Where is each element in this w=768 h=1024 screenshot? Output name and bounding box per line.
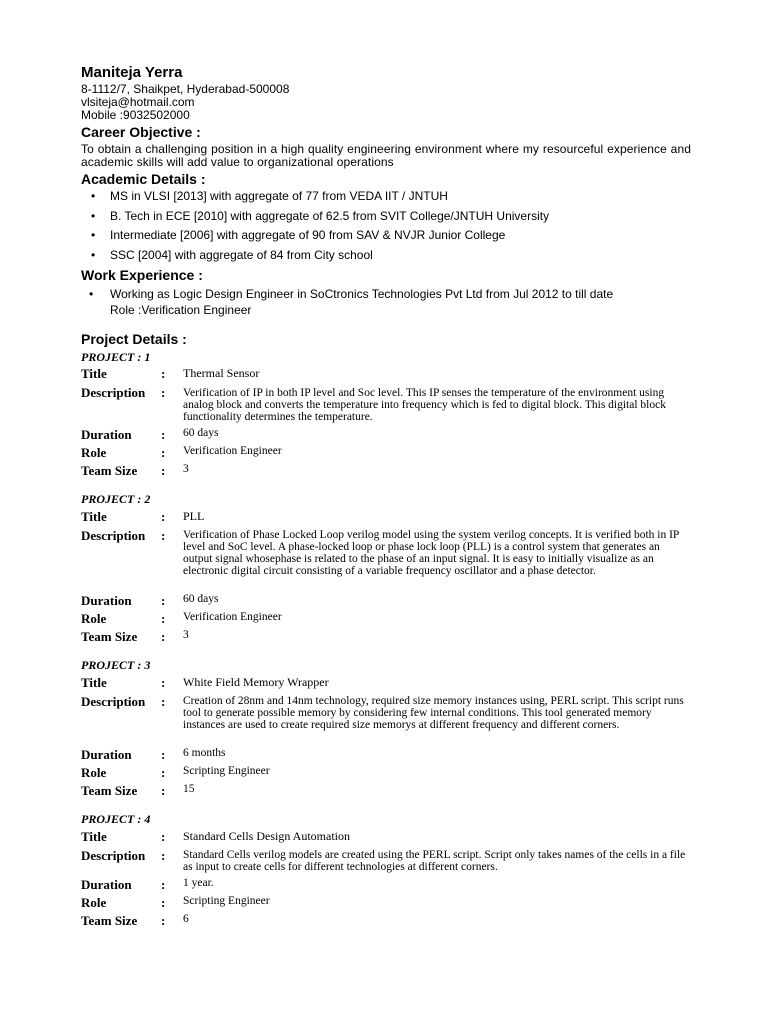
project-role: Verification Engineer (183, 611, 282, 623)
project-duration: 60 days (183, 427, 219, 439)
project-description: Standard Cells verilog models are created using the PERL script. Script only takes names of the cells in a file as input to create cells for different technologies at different corners. (183, 849, 686, 873)
work-experience-heading: Work Experience : (81, 267, 203, 283)
project-duration: 6 months (183, 747, 226, 759)
project-duration: 1 year. (183, 877, 214, 889)
list-item: • SSC [2004] with aggregate of 84 from City school (91, 247, 373, 262)
contact-block (81, 83, 289, 122)
bullet-icon: • (91, 189, 96, 203)
bullet-icon: • (91, 208, 96, 223)
project-description: Verification of Phase Locked Loop verilog model using the system verilog concepts. It is verified both in IP level and SoC level. A phase-locked loop or phase lock loop (PLL) is a control system that generates an output signal whosephase is related to the phase of an input signal. It is easy to initially visualize as an electronic digital circuit consisting of a variable frequency oscillator and a phase detector. (183, 529, 679, 577)
bullet-icon: • (91, 247, 96, 262)
project-team-size: 3 (183, 463, 189, 475)
bullet-icon: • (91, 228, 96, 242)
address: 8-1112/7, Shaikpet, Hyderabad-500008 (81, 82, 290, 96)
list-item: • Intermediate [2006] with aggregate of 90 from SAV & NVJR Junior College (91, 228, 506, 242)
project-title: White Field Memory Wrapper (183, 675, 329, 689)
mobile: Mobile :9032502000 (81, 108, 190, 122)
project-details-heading: Project Details : (81, 331, 187, 347)
academic-details-heading: Academic Details : (81, 171, 206, 187)
work-role: Role :Verification Engineer (110, 303, 252, 317)
bullet-icon: • (89, 287, 94, 301)
work-line: Working as Logic Design Engineer in SoCtronics Technologies Pvt Ltd from Jul 2012 to till date (110, 287, 614, 301)
resume-page: Maniteja Yerra 8-1112/7, Shaikpet, Hyderabad-500008 vlsiteja@hotmail.com Mobile :9032502000 Career Objective : To obtain a challenging position in a high quality engineering environment where my resourceful experience and academic skills will add value to organizational operations Academic Details : • MS in VLSI [2013] with aggregate of 77 from VEDA IIT / JNTUH • B. Tech in ECE [2010] with aggregate of 62.5 from SVIT College/JNTUH University • Intermediate [2006] with aggregate of 90 from SAV & NVJR Junior College • SSC [2004] with aggregate of 84 from City school Work Experience : • Working as Logic Design Engineer in SoCtronics Technologies Pvt Ltd from Jul 2012 to till date Role :Verification Engineer Project Details : PROJECT : 1 Title : Thermal Sensor Description : Verification of IP in both IP level and Soc level. This IP senses the temperature of the environment using analog block and converts the temperature into frequency which is fed to digital block. This digital block functionality determines the temperature. Duration : 60 days Role : Verification Engineer Team Size : 3 PROJECT : 2 Title : PLL Description : Verification of Phase Locked Loop verilog model using the system verilog concepts. It is verified both in IP level and SoC level. A phase-locked loop or phase lock loop (PLL) is a control system that generates an output signal whosephase is related to the phase of an input signal. It is easy to initially visualize as an electronic digital circuit consisting of a variable frequency oscillator and a phase detector. Duration : 60 days Role : Verification Engineer Team Size : 3 PROJECT : 3 Title : White Field Memory Wrapper Description : Creation of 28nm and 14nm technology, required size memory instances using, PERL script. This script runs tool to generate possible memory by considering few internal conditions. This tool generated memory instances are used to create required size memorys at different frequency and different corners. Duration : 6 months Role : Scripting Engineer Team Size : 15 PROJECT : 4 Title : Standard Cells Design Automation Description : Standard Cells verilog models are created using the PERL script. Script only takes names of the cells in a file as input to create cells for different technologies at different corners. Duration : 1 year. Role : Scripting Engineer Team Size : 6 (81, 64, 691, 928)
project-label: PROJECT : 2 (81, 492, 151, 506)
academic-list (91, 189, 549, 267)
project-team-size: 6 (183, 913, 189, 925)
list-item: • B. Tech in ECE [2010] with aggregate of 62.5 from SVIT College/JNTUH University (91, 208, 550, 223)
project-duration: 60 days (183, 593, 219, 605)
project-role: Verification Engineer (183, 445, 282, 457)
project-team-size: 15 (183, 783, 195, 795)
project-label: PROJECT : 1 (81, 350, 151, 364)
project-role: Scripting Engineer (183, 765, 270, 777)
project-title: Standard Cells Design Automation (183, 829, 350, 843)
project-title: Thermal Sensor (183, 366, 260, 380)
project-team-size: 3 (183, 629, 189, 641)
candidate-name: Maniteja Yerra (81, 64, 183, 81)
project-description: Creation of 28nm and 14nm technology, required size memory instances using, PERL script. This script runs tool to generate possible memory by considering few internal conditions. This tool generated memory instances are used to create required size memorys at different frequency and different corners. (183, 695, 684, 731)
project-description: Verification of IP in both IP level and Soc level. This IP senses the temperature of the environment using analog block and converts the temperature into frequency which is fed to digital block. This digital block functionality determines the temperature. (183, 387, 666, 423)
email: vlsiteja@hotmail.com (81, 95, 195, 109)
project-title: PLL (183, 509, 205, 523)
list-item: • MS in VLSI [2013] with aggregate of 77 from VEDA IIT / JNTUH (91, 189, 448, 203)
project-role: Scripting Engineer (183, 895, 270, 907)
career-objective-heading: Career Objective : (81, 124, 201, 140)
career-objective-text: To obtain a challenging position in a high quality engineering environment where my resourceful experience and academic skills will add value to organizational operations (81, 142, 691, 169)
project-label: PROJECT : 3 (81, 658, 151, 672)
project-label: PROJECT : 4 (81, 812, 151, 826)
